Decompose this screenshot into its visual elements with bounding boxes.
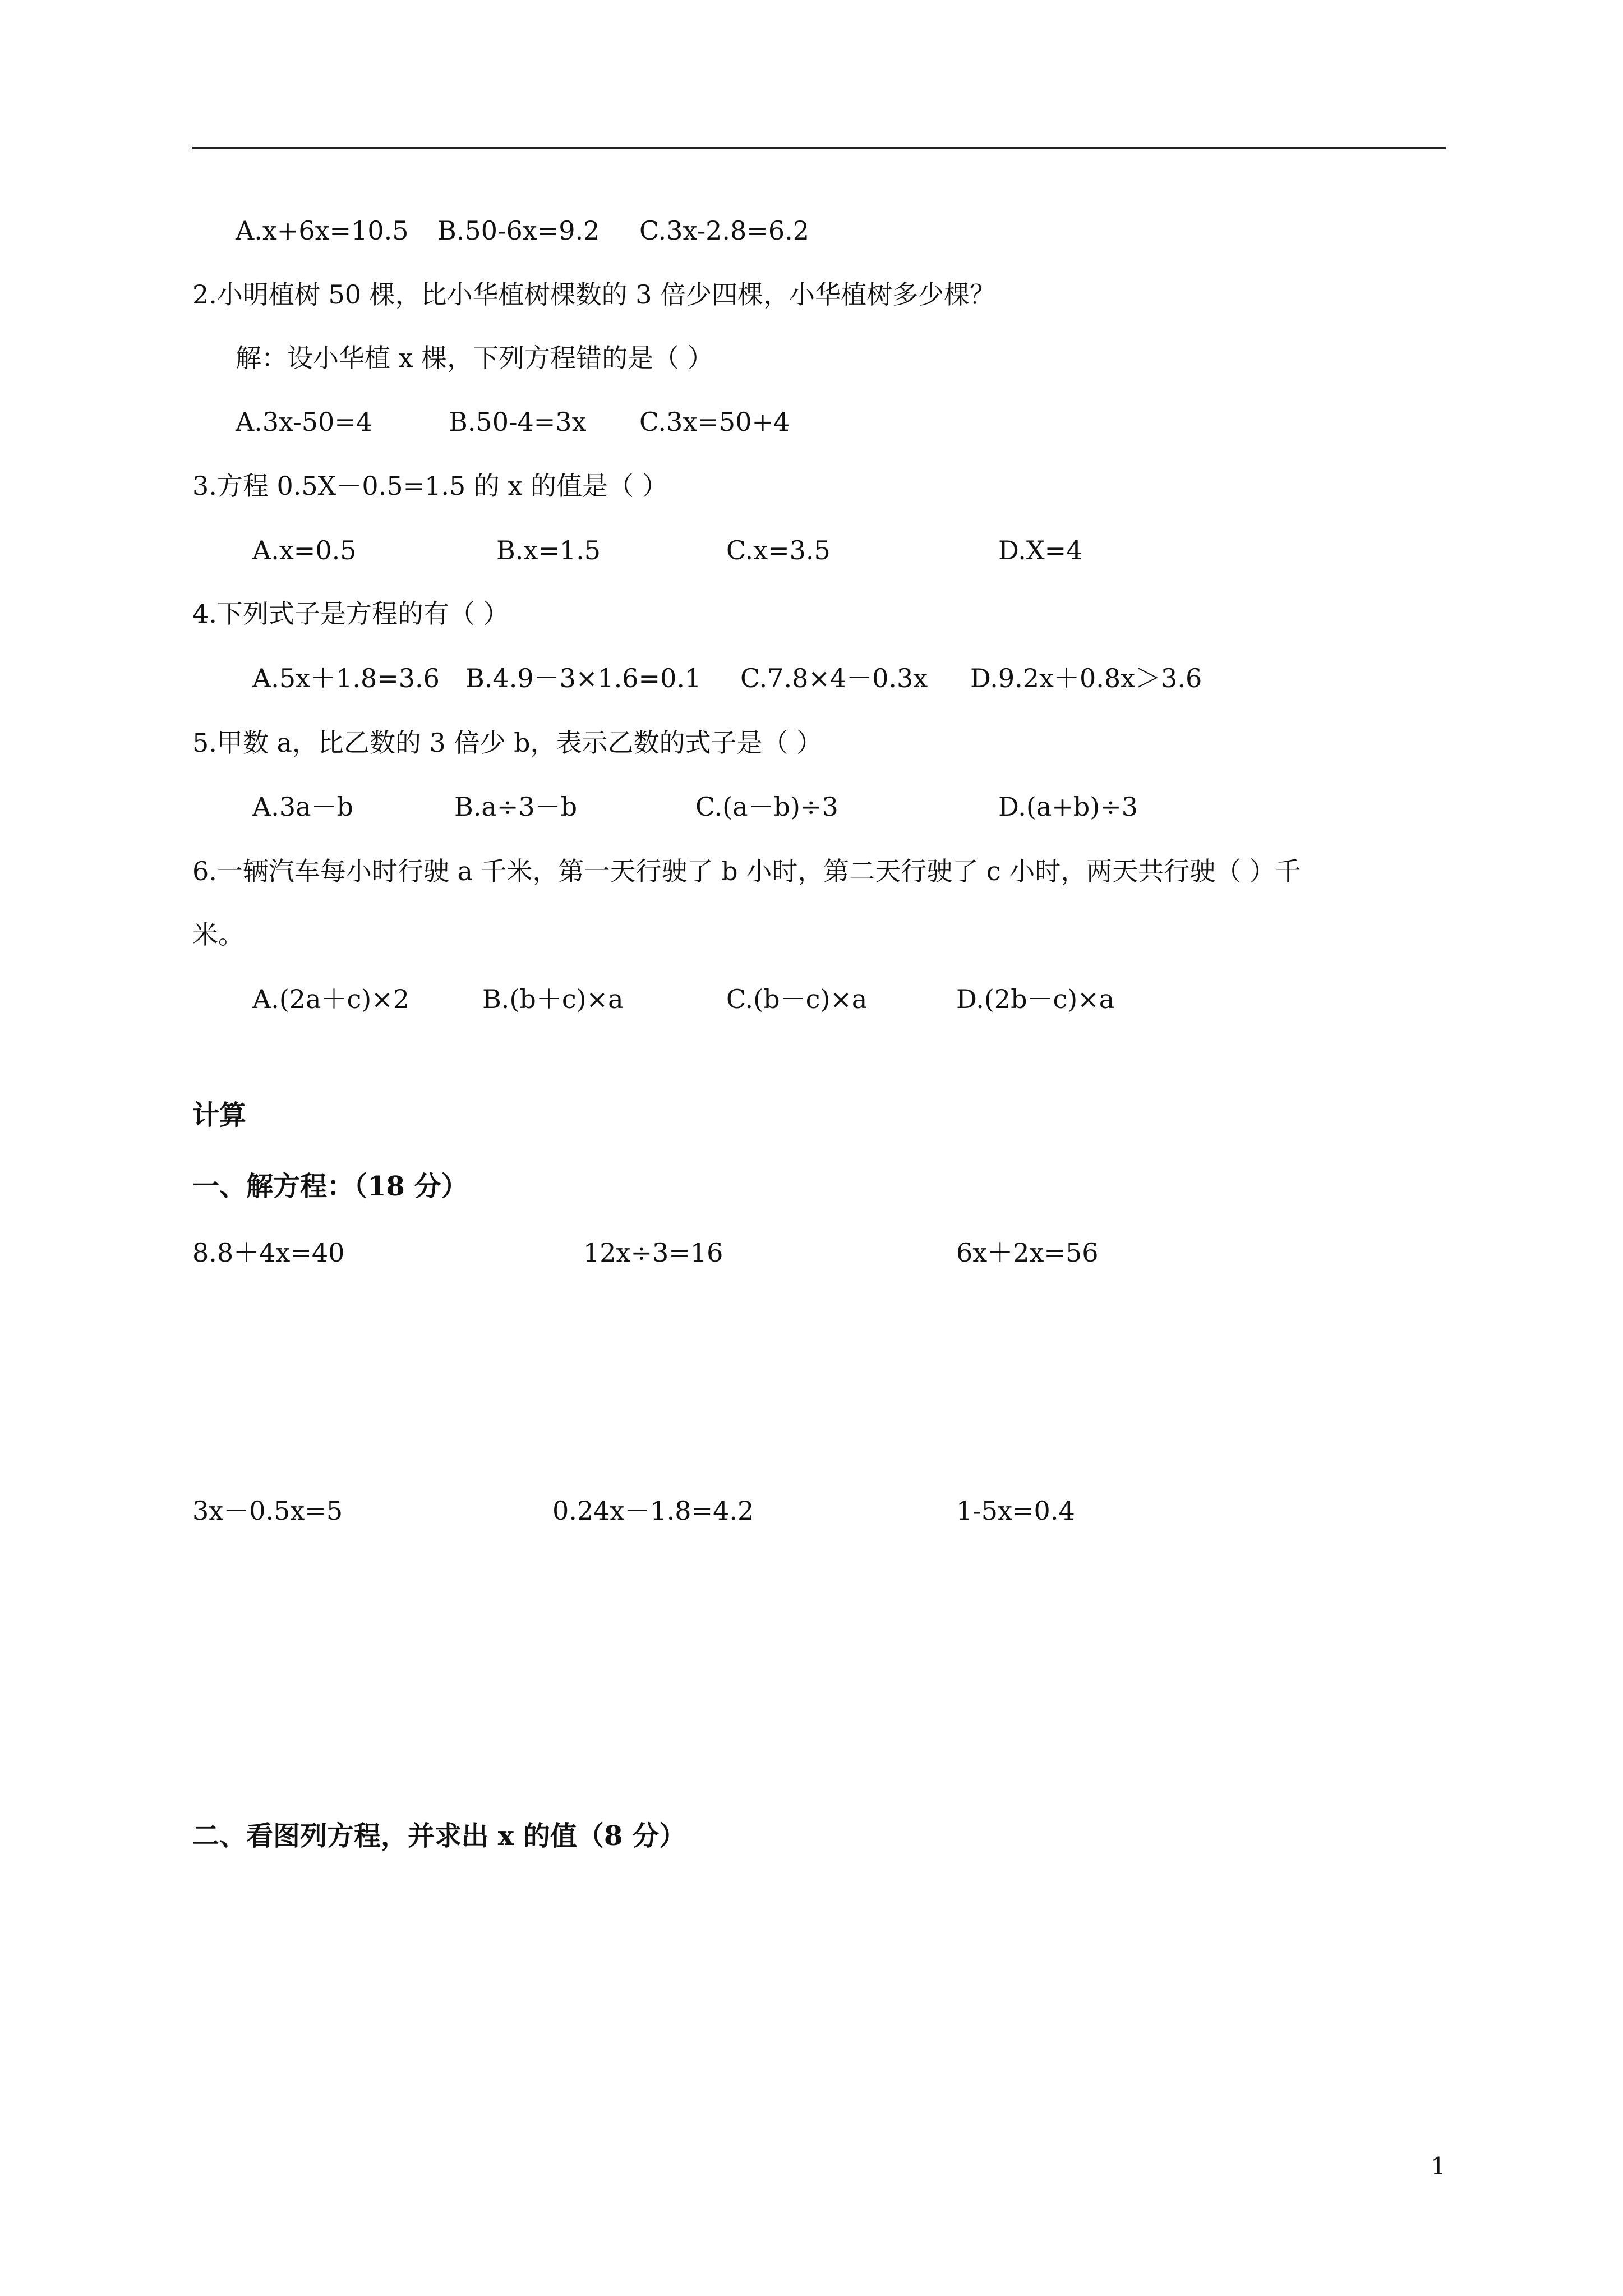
q6-option-c: C.(b－c)×a [726, 984, 868, 1014]
header-rule [192, 147, 1446, 149]
q1-option-b: B.50-6x=9.2 [437, 215, 600, 246]
q2-solution: 解：设小华植 x 棵，下列方程错的是（ ） [236, 343, 713, 373]
q2-option-b: B.50-4=3x [449, 407, 587, 437]
q4-option-b: B.4.9－3×1.6=0.1 [465, 663, 702, 693]
q5-option-c: C.(a－b)÷3 [695, 792, 838, 822]
q4-option-c: C.7.8×4－0.3x [740, 663, 928, 693]
q4-stem: 4.下列式子是方程的有（ ） [192, 599, 509, 629]
equation-3: 6x＋2x=56 [956, 1237, 1099, 1268]
q3-option-c: C.x=3.5 [726, 535, 831, 565]
equation-5: 0.24x－1.8=4.2 [552, 1496, 754, 1526]
q5-stem: 5.甲数 a，比乙数的 3 倍少 b，表示乙数的式子是（ ） [192, 728, 823, 758]
q6-option-a: A.(2a＋c)×2 [252, 984, 409, 1014]
equation-4: 3x－0.5x=5 [192, 1496, 343, 1526]
q6-stem-line2: 米。 [192, 919, 244, 950]
q3-option-d: D.X=4 [998, 535, 1083, 565]
section2-title: 二、看图列方程，并求出 x 的值（8 分） [192, 1820, 686, 1852]
q2-option-a: A.3x-50=4 [236, 407, 373, 437]
q6-stem-line1: 6.一辆汽车每小时行驶 a 千米，第一天行驶了 b 小时，第二天行驶了 c 小时，两天共行驶（ ）千 [192, 856, 1301, 886]
q4-option-a: A.5x＋1.8=3.6 [252, 663, 440, 693]
q4-option-d: D.9.2x＋0.8x＞3.6 [970, 663, 1202, 693]
q3-stem: 3.方程 0.5X－0.5=1.5 的 x 的值是（ ） [192, 471, 668, 501]
q5-option-a: A.3a－b [252, 792, 353, 822]
q1-option-a: A.x+6x=10.5 [236, 215, 409, 246]
q3-option-b: B.x=1.5 [496, 535, 601, 565]
q2-stem: 2.小明植树 50 棵，比小华植树棵数的 3 倍少四棵，小华植树多少棵？ [192, 279, 996, 310]
calc-heading: 计算 [192, 1099, 247, 1131]
q1-option-c: C.3x-2.8=6.2 [639, 215, 809, 246]
q5-option-d: D.(a+b)÷3 [998, 792, 1138, 822]
q2-option-c: C.3x=50+4 [639, 407, 790, 437]
q3-option-a: A.x=0.5 [252, 535, 357, 565]
q6-option-d: D.(2b－c)×a [956, 984, 1115, 1014]
section1-title: 一、解方程：（18 分） [192, 1171, 468, 1202]
q6-option-b: B.(b＋c)×a [482, 984, 624, 1014]
q5-option-b: B.a÷3－b [454, 792, 578, 822]
equation-2: 12x÷3=16 [583, 1237, 723, 1268]
equation-6: 1-5x=0.4 [956, 1496, 1075, 1526]
page-number: 1 [1431, 2152, 1446, 2180]
equation-1: 8.8＋4x=40 [192, 1237, 345, 1268]
